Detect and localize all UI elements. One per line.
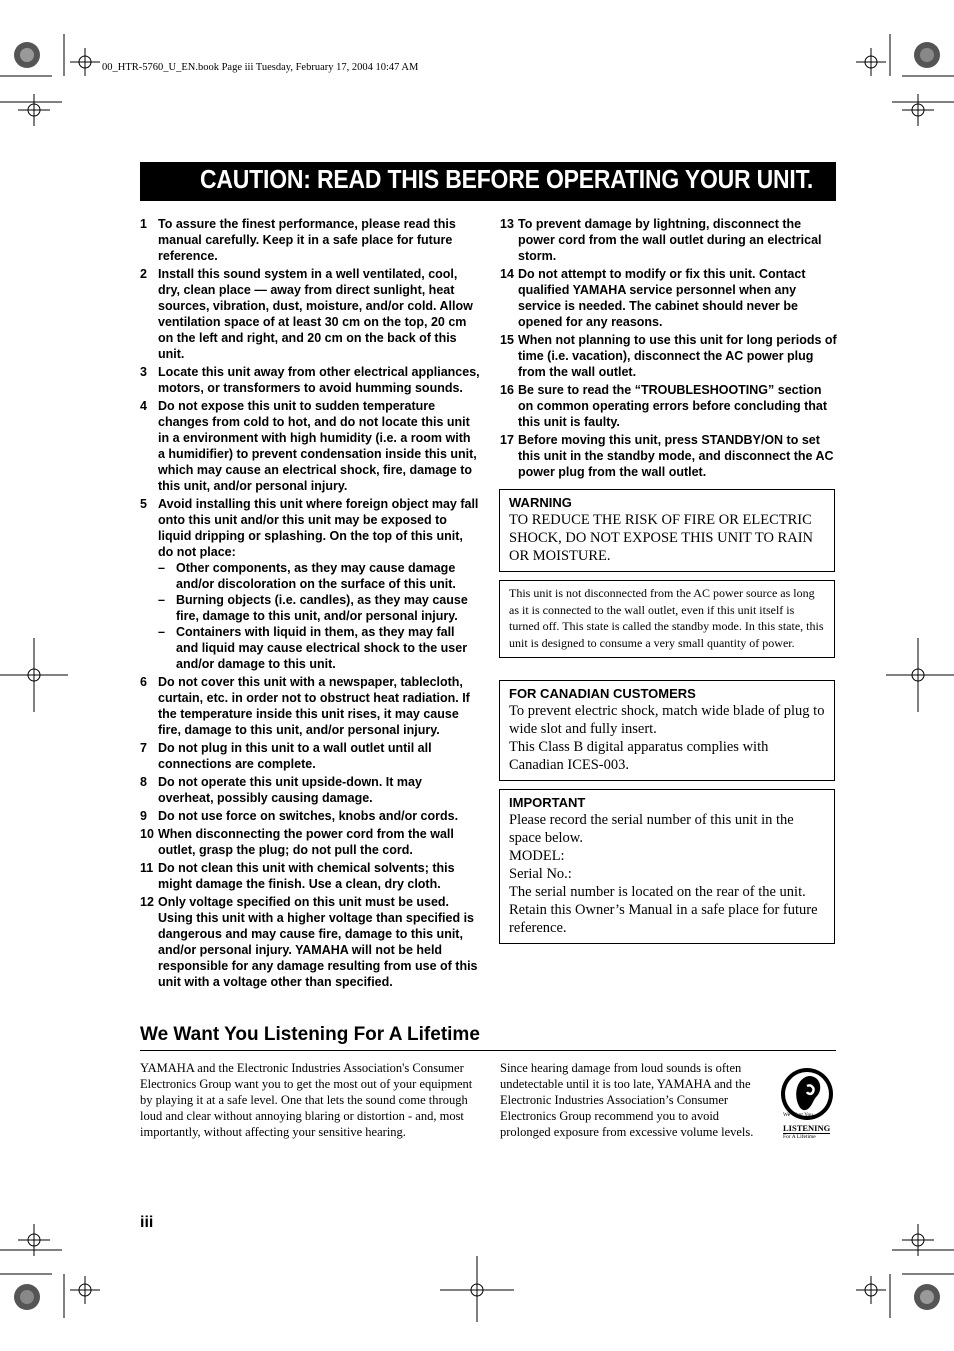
important-box	[499, 789, 835, 944]
model-field-label: MODEL:	[509, 848, 565, 864]
sub-item: – Containers with liquid in them, as they may fall and liquid may cause electrical shock to the user and/or damage to this unit.	[158, 625, 468, 671]
divider	[140, 1050, 836, 1051]
list-item: 16 Be sure to read the “TROUBLESHOOTING” section on common operating errors before concluding that this unit is faulty.	[500, 383, 828, 429]
list-item: 4 Do not expose this unit to sudden temperature changes from cold to hot, and do not locate this unit in a environment with high humidity (i.e. a room with a humidifier) to prevent condensation inside this unit, which may cause an electrical shock, fire, damage to this unit, and/or personal injury.	[140, 399, 477, 493]
list-item: 6 Do not cover this unit with a newspaper, tablecloth, curtain, etc. in order not to obstruct heat radiation. If the temperature inside this unit rises, it may cause fire, damage to this unit, and/or personal injury.	[140, 675, 470, 737]
caution-title: CAUTION: READ THIS BEFORE OPERATING YOUR UNIT.	[200, 166, 814, 194]
section-title: We Want You Listening For A Lifetime	[140, 1024, 480, 1045]
list-item: 14 Do not attempt to modify or fix this unit. Contact qualified YAMAHA service personnel when any service is needed. The cabinet should never be opened for any reasons.	[500, 267, 806, 329]
list-item: 7 Do not plug in this unit to a wall outlet until all connections are complete.	[140, 741, 432, 771]
list-item: 13 To prevent damage by lightning, disconnect the power cord from the wall outlet during an electrical storm.	[500, 217, 822, 263]
logo-text-main: LISTENING	[783, 1123, 831, 1133]
page-number: iii	[140, 1214, 154, 1231]
standby-note: This unit is not disconnected from the AC power source as long as it is connected to the wall outlet, even if this unit itself is turned off. This state is called the standby mode. In this state, this unit is designed to consume a very small quantity of power.	[509, 586, 824, 650]
serial-field-label: Serial No.:	[509, 866, 572, 882]
listening-paragraph-right: Since hearing damage from loud sounds is often undetectable until it is too late, YAMAHA and the Electronic Industries Association’s Consumer Electronics Group recommend you to avoid prolonged exposure from excessive volume levels.	[500, 1061, 754, 1139]
right-column	[500, 216, 840, 482]
list-item: 11 Do not clean this unit with chemical solvents; this might damage the finish. Use a clean, dry cloth.	[140, 861, 455, 891]
list-item: 3 Locate this unit away from other electrical appliances, motors, or transformers to avoid humming sounds.	[140, 365, 480, 395]
important-heading: IMPORTANT	[509, 795, 586, 810]
list-item: 9 Do not use force on switches, knobs and/or cords.	[140, 809, 459, 823]
warning-box	[499, 489, 835, 572]
standby-note-box	[499, 580, 835, 658]
warning-heading: WARNING	[509, 495, 572, 510]
canadian-text-1: To prevent electric shock, match wide blade of plug to wide slot and fully insert.	[509, 703, 825, 737]
sub-item: – Other components, as they may cause damage and/or discoloration on the surface of this unit.	[158, 561, 456, 591]
list-item: 17 Before moving this unit, press STANDBY/ON to set this unit in the standby mode, and disconnect the AC power plug from the wall outlet.	[500, 433, 834, 479]
sub-item: – Burning objects (i.e. candles), as they may cause fire, damage to this unit, and/or personal injury.	[158, 593, 468, 623]
list-item: 5 Avoid installing this unit where foreign object may fall onto this unit and/or this unit may be exposed to liquid dripping or splashing. On the top of this unit, do not place:	[140, 497, 479, 559]
canadian-heading: FOR CANADIAN CUSTOMERS	[509, 686, 696, 701]
list-item: 8 Do not operate this unit upside-down. It may overheat, possibly causing damage.	[140, 775, 422, 805]
warning-text: TO REDUCE THE RISK OF FIRE OR ELECTRIC SHOCK, DO NOT EXPOSE THIS UNIT TO RAIN OR MOISTURE.	[509, 512, 813, 564]
important-text-2: The serial number is located on the rear of the unit. Retain this Owner’s Manual in a safe place for future reference.	[509, 884, 818, 936]
list-item: 10 When disconnecting the power cord from the wall outlet, grasp the plug; do not pull the cord.	[140, 827, 454, 857]
canadian-text-2: This Class B digital apparatus complies with Canadian ICES-003.	[509, 739, 769, 773]
list-item: 1 To assure the finest performance, please read this manual carefully. Keep it in a safe place for future reference.	[140, 217, 456, 263]
list-item: 12 Only voltage specified on this unit must be used. Using this unit with a higher voltage than specified is dangerous and may cause fire, damage to this unit, and/or personal injury. YAMAHA will not be held responsible for any damage resulting from use of this unit with a voltage other than specified.	[140, 895, 478, 989]
book-header: 00_HTR-5760_U_EN.book Page iii Tuesday, February 17, 2004 10:47 AM	[102, 62, 419, 73]
listening-logo	[779, 1064, 835, 1140]
important-text-1: Please record the serial number of this unit in the space below.	[509, 812, 794, 846]
logo-text-top: We Want You	[783, 1112, 814, 1118]
left-column	[140, 216, 480, 992]
list-item: 15 When not planning to use this unit for long periods of time (i.e. vacation), disconnect the AC power plug from the wall outlet.	[500, 333, 837, 379]
listening-paragraph-left: YAMAHA and the Electronic Industries Association's Consumer Electronics Group want you to get the most out of your equipment by playing it at a safe level. One that lets the sound come through loud and clear without annoying blaring or distortion - and, most importantly, without affecting your sensitive hearing.	[140, 1061, 473, 1139]
logo-text-bottom: For A Lifetime	[783, 1134, 816, 1140]
list-item: 2 Install this sound system in a well ventilated, cool, dry, clean place — away from direct sunlight, heat sources, vibration, dust, moisture, and/or cold. Allow ventilation space of at least 30 cm on the top, 20 cm on the left and right, and 20 cm on the back of this unit.	[140, 267, 473, 361]
canadian-box	[499, 680, 835, 781]
caution-banner	[140, 162, 836, 201]
